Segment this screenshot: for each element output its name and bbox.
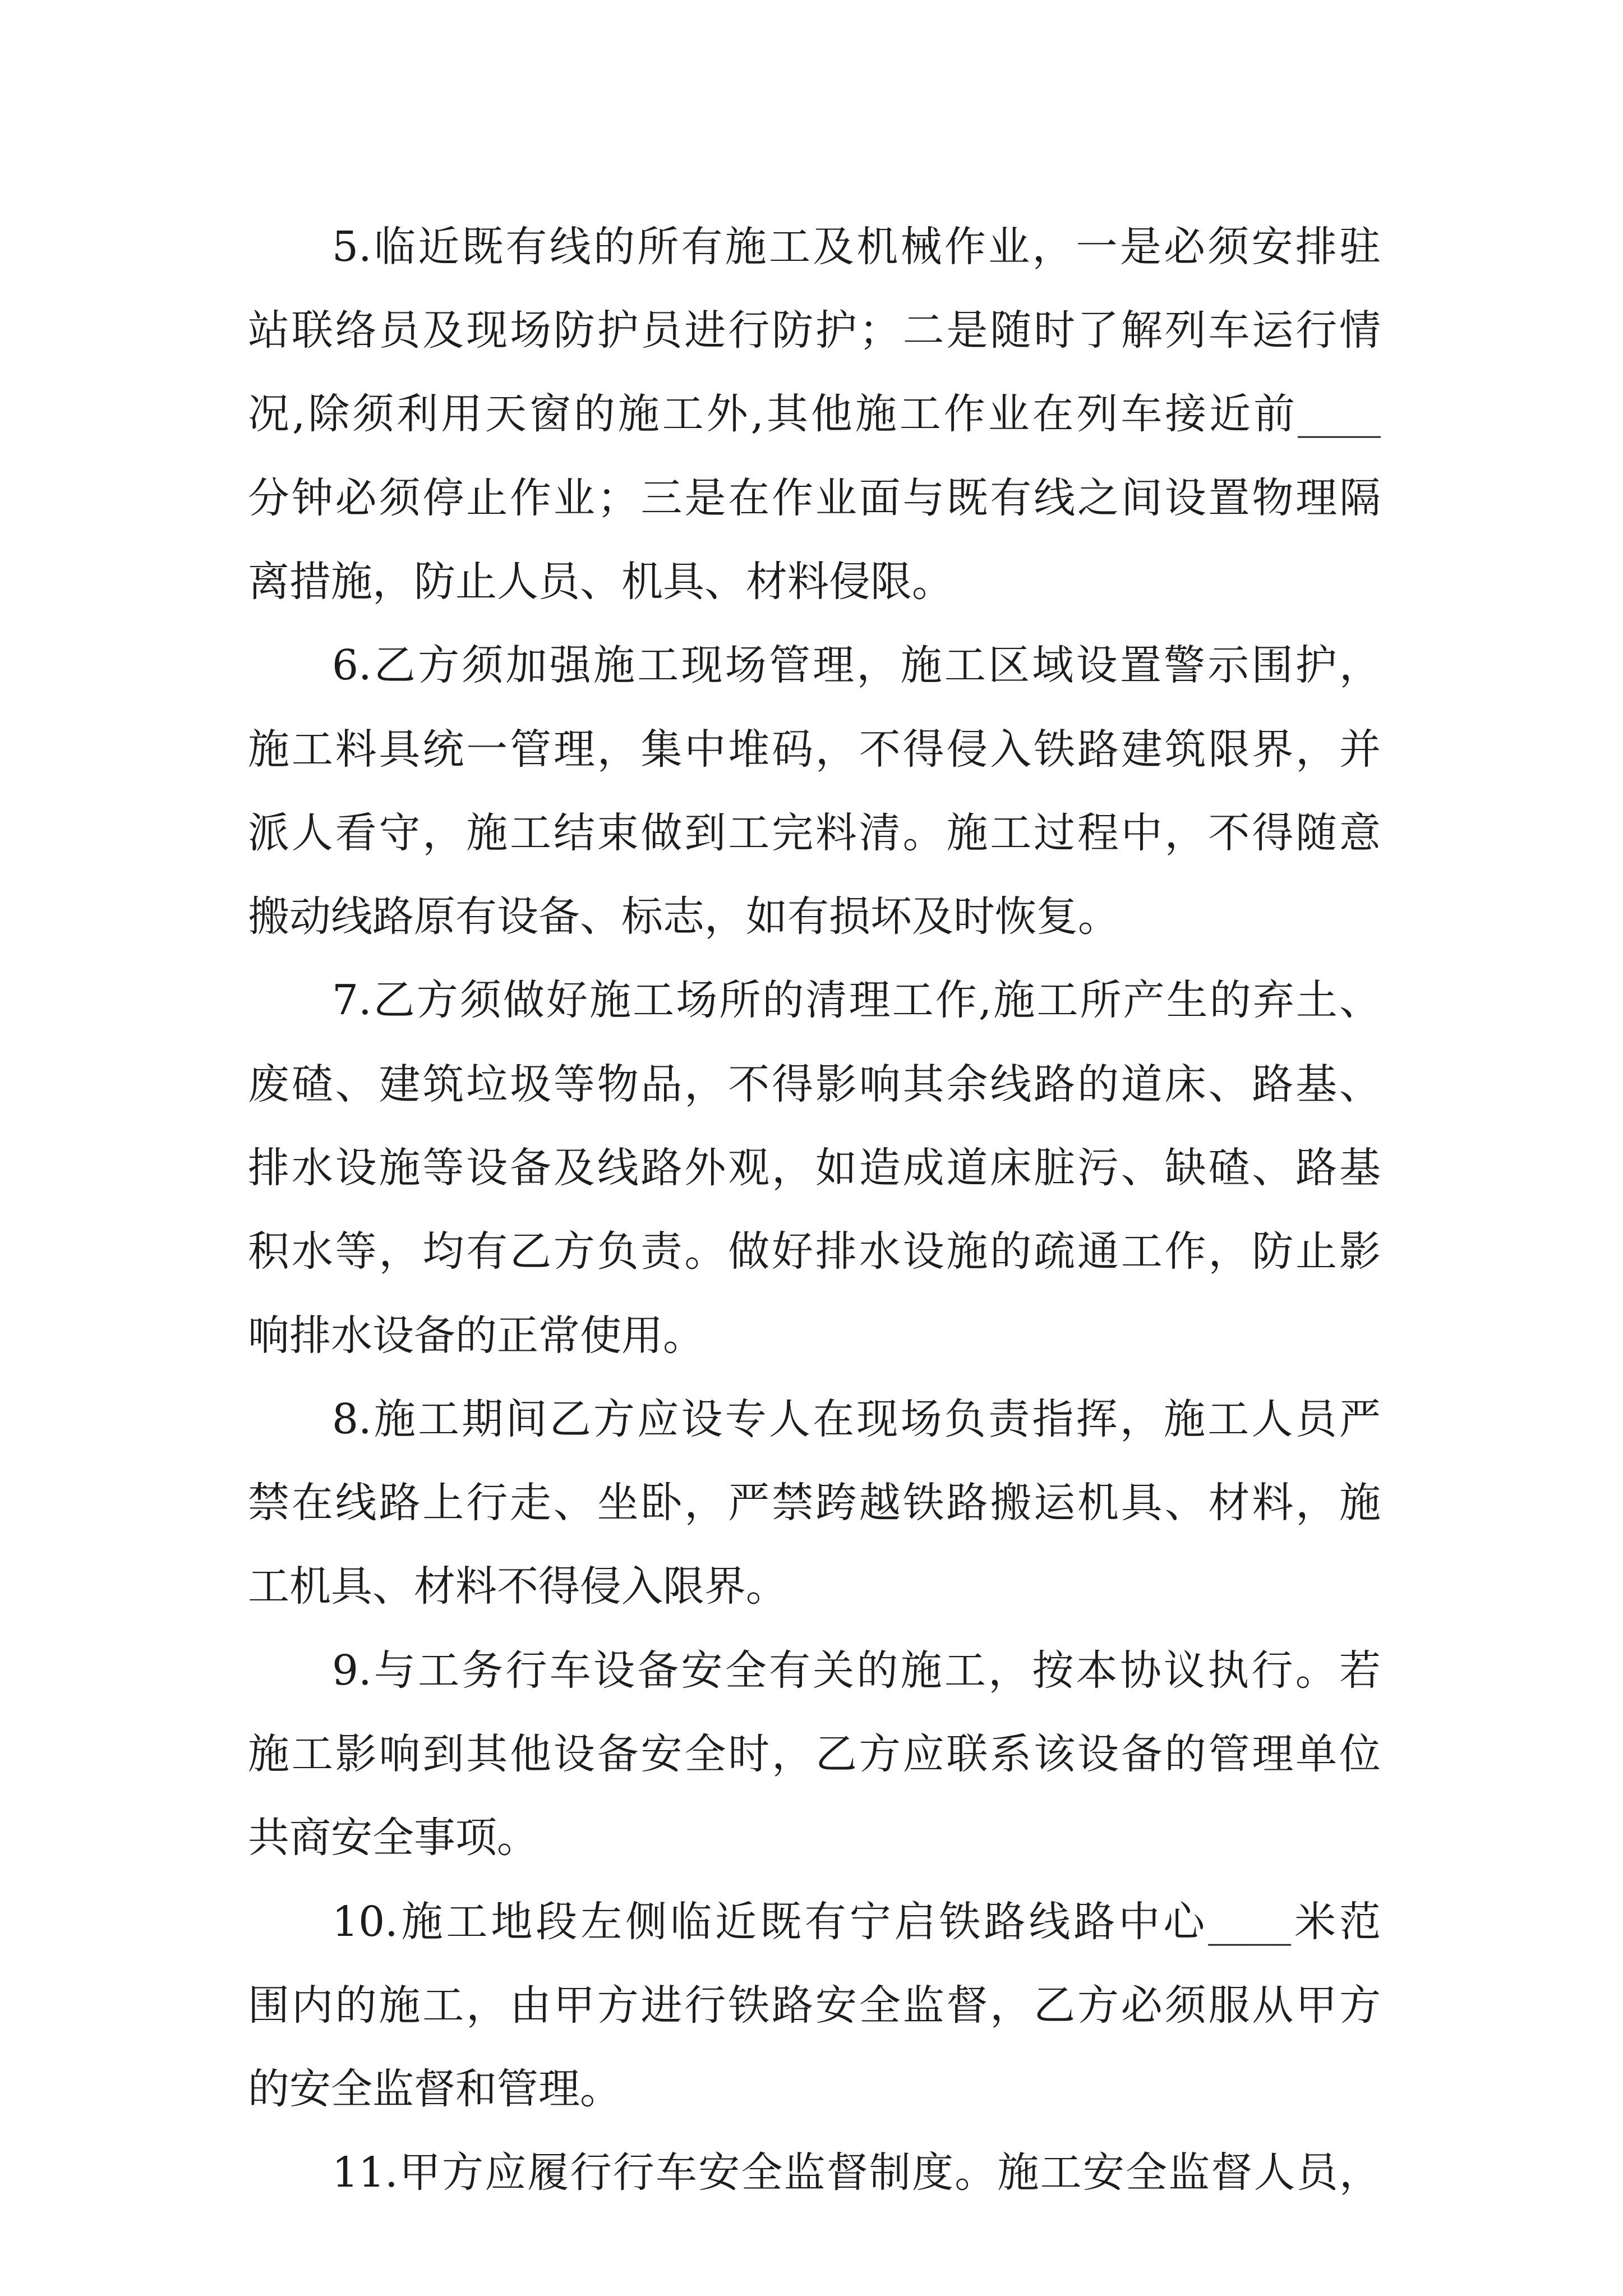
para-11-line-1: 11.甲方应履行行车安全监督制度。施工安全监督人员，	[332, 2148, 1381, 2197]
para-7-line-2: 废碴、建筑垃圾等物品，不得影响其余线路的道床、路基、	[248, 1060, 1381, 1108]
para-9-line-3: 共商安全事项。	[248, 1814, 538, 1862]
para-5-line-3: 况,除须利用天窗的施工外,其他施工作业在列车接近前____	[248, 390, 1381, 438]
para-7-line-5: 响排水设备的正常使用。	[248, 1312, 704, 1360]
para-6-line-1: 6.乙方须加强施工现场管理，施工区域设置警示围护，	[332, 641, 1381, 689]
para-9-line-1: 9.与工务行车设备安全有关的施工，按本协议执行。若	[332, 1646, 1381, 1695]
para-7-line-3: 排水设施等设备及线路外观，如造成道床脏污、缺碴、路基	[248, 1144, 1381, 1192]
para-5-line-5: 离措施，防止人员、机具、材料侵限。	[248, 558, 953, 606]
para-6-line-4: 搬动线路原有设备、标志，如有损坏及时恢复。	[248, 892, 1119, 941]
para-7-line-4: 积水等，均有乙方负责。做好排水设施的疏通工作，防止影	[248, 1227, 1381, 1276]
para-5-line-4: 分钟必须停止作业；三是在作业面与既有线之间设置物理隔	[248, 474, 1381, 522]
para-10-line-2: 围内的施工，由甲方进行铁路安全监督，乙方必须服从甲方	[248, 1981, 1381, 2030]
para-10-line-1: 10.施工地段左侧临近既有宁启铁路线路中心____米范	[332, 1898, 1381, 1946]
para-6-line-3: 派人看守，施工结束做到工完料清。施工过程中，不得随意	[248, 809, 1381, 857]
para-8-line-3: 工机具、材料不得侵入限界。	[248, 1562, 787, 1611]
para-10-line-3: 的安全监督和管理。	[248, 2065, 621, 2113]
para-8-line-1: 8.施工期间乙方应设专人在现场负责指挥，施工人员严	[332, 1395, 1381, 1443]
para-8-line-2: 禁在线路上行走、坐卧，严禁跨越铁路搬运机具、材料，施	[248, 1479, 1381, 1527]
para-5-line-1: 5.临近既有线的所有施工及机械作业，一是必须安排驻	[332, 223, 1381, 271]
para-5-line-2: 站联络员及现场防护员进行防护；二是随时了解列车运行情	[248, 306, 1381, 355]
para-6-line-2: 施工料具统一管理，集中堆码，不得侵入铁路建筑限界，并	[248, 725, 1381, 774]
para-9-line-2: 施工影响到其他设备安全时，乙方应联系该设备的管理单位	[248, 1730, 1381, 1778]
para-7-line-1: 7.乙方须做好施工场所的清理工作,施工所产生的弃土、	[332, 976, 1381, 1024]
